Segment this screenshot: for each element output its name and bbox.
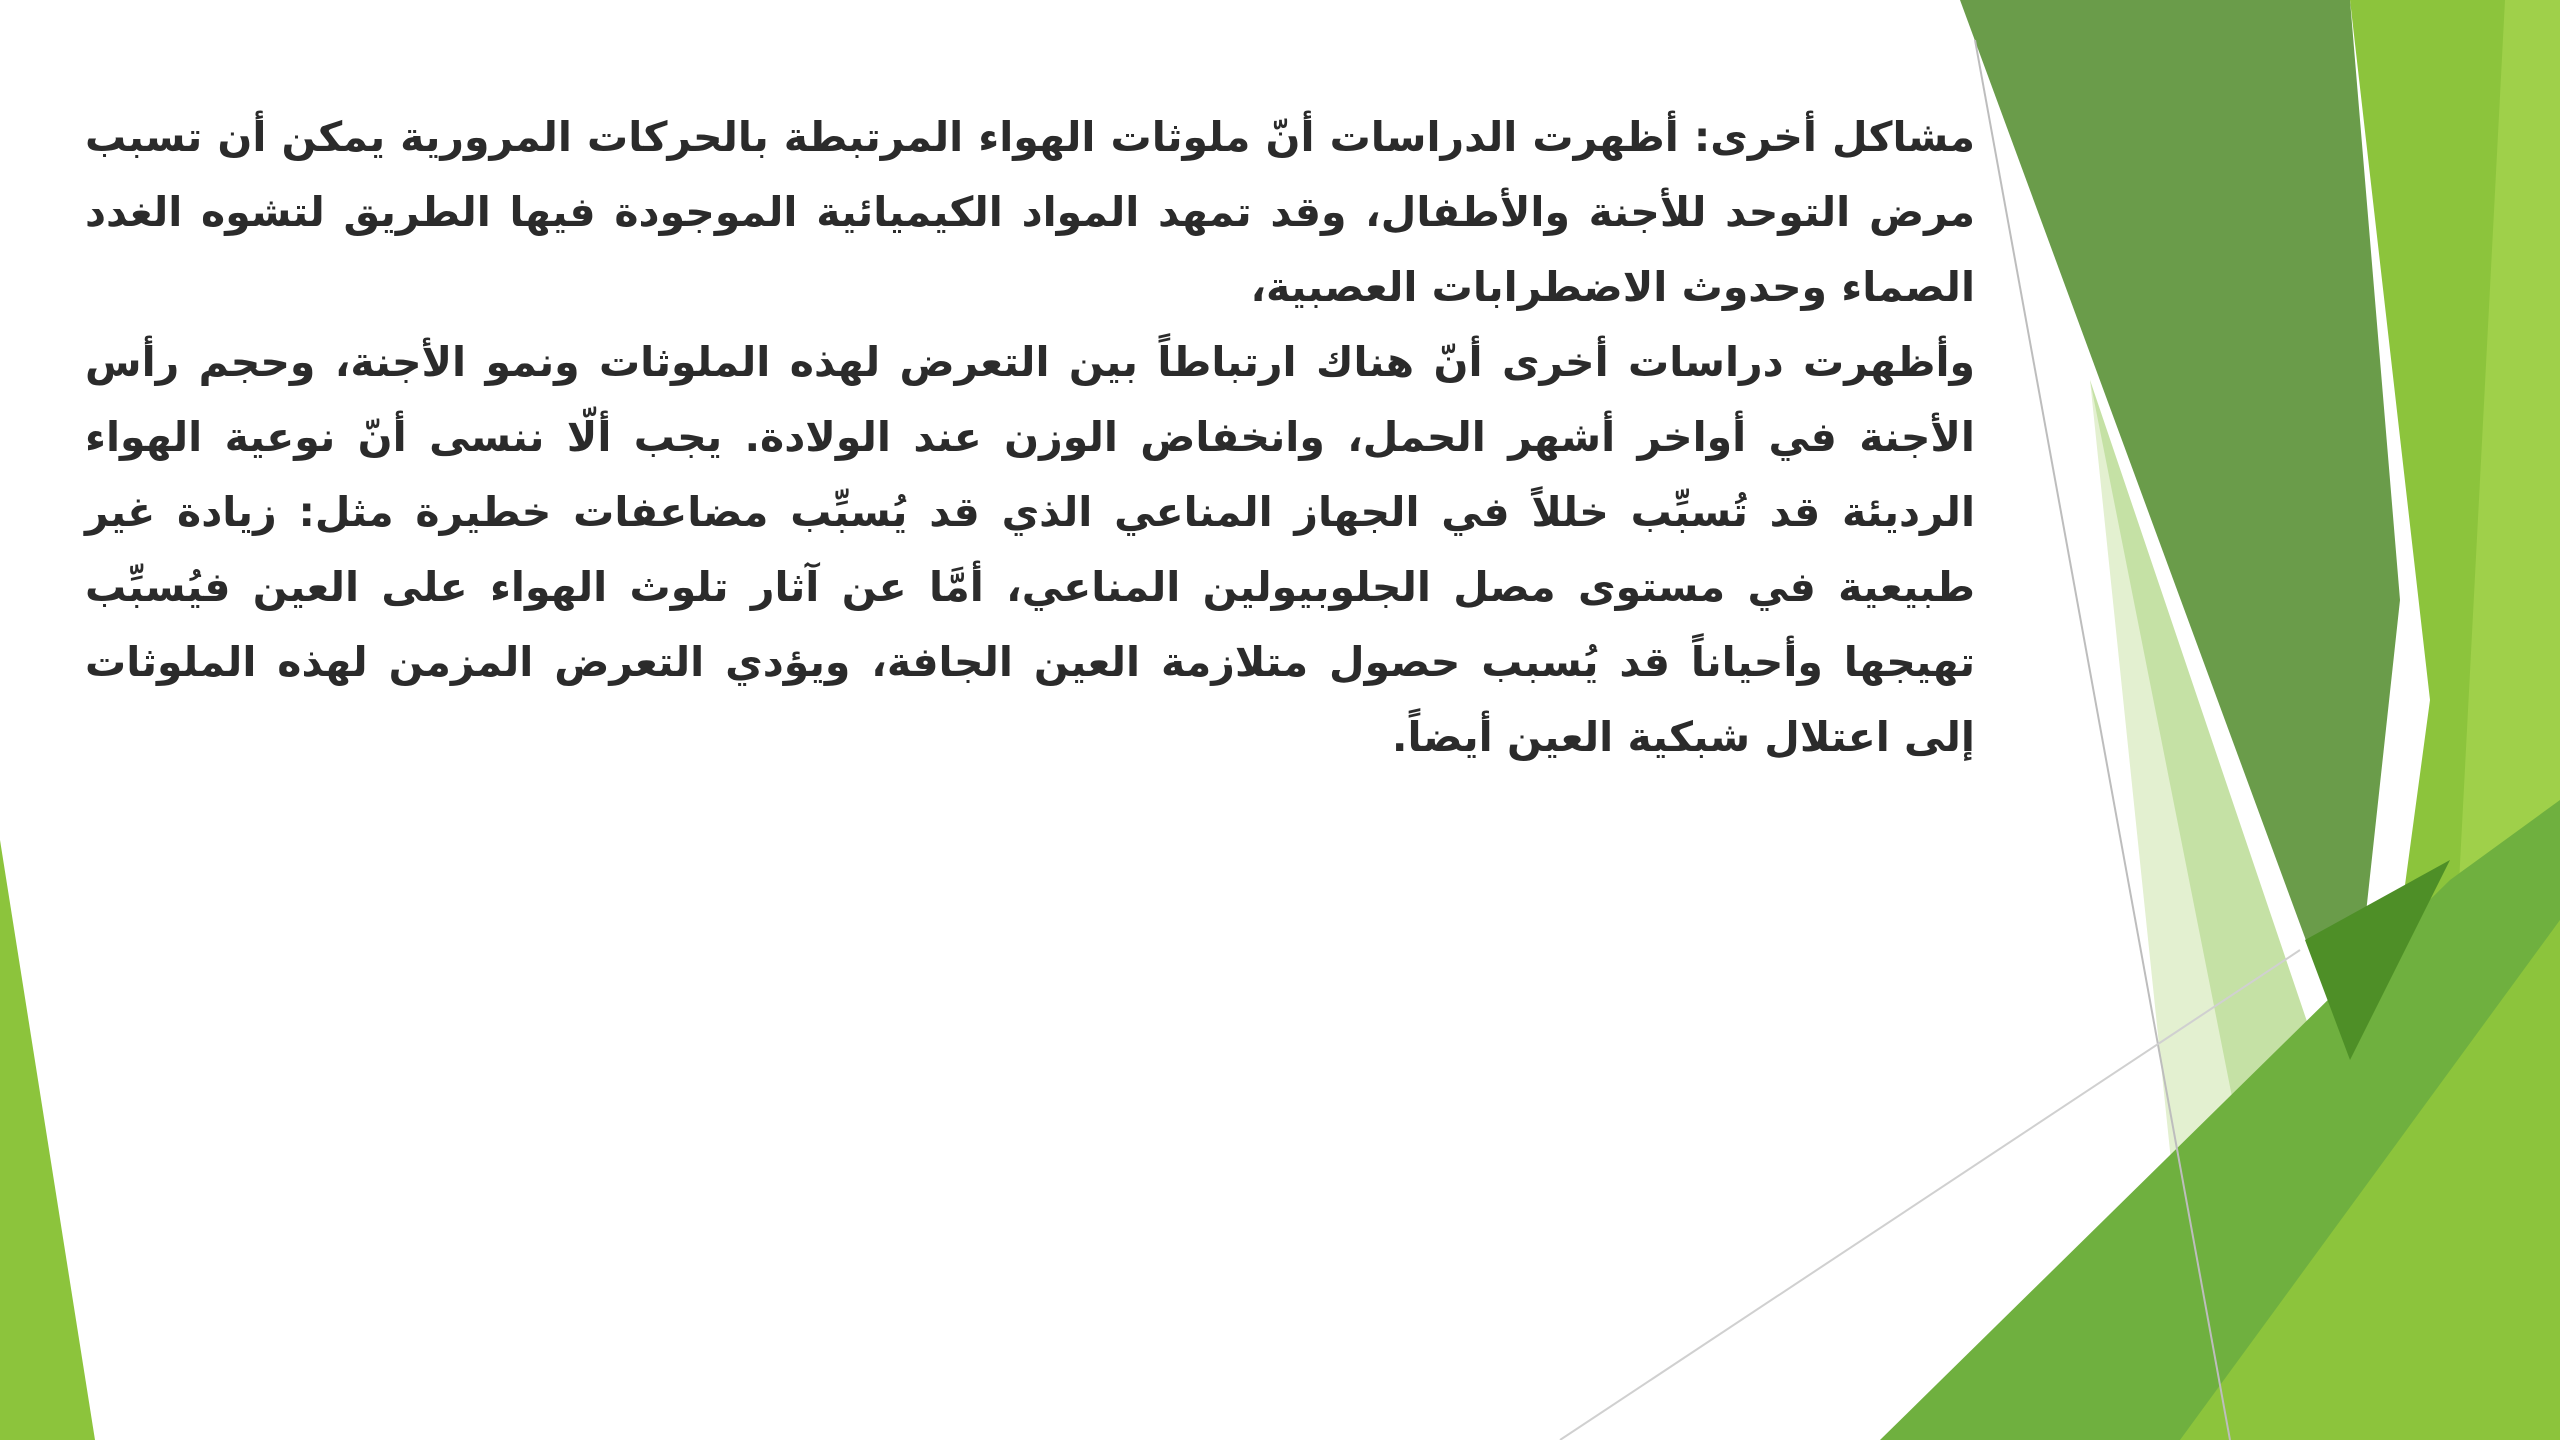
paragraph-other-problems: مشاكل أخرى: أظهرت الدراسات أنّ ملوثات الهواء المرتبطة بالحركات المرورية يمكن أن تسبب مرض التوحد للأجنة والأطفال، وقد تمهد المواد الكيميائية الموجودة فيها الطريق لتشوه الغدد الصماء وحدوث الاضطرابات العصبية، [85,113,1975,311]
body-text-box [85,100,1975,775]
left-green-sliver [0,840,95,1440]
paragraph-additional-studies: وأظهرت دراسات أخرى أنّ هناك ارتباطاً بين التعرض لهذه الملوثات ونمو الأجنة، وحجم رأس الأجنة في أواخر أشهر الحمل، وانخفاض الوزن عند الولادة. يجب ألّا ننسى أنّ نوعية الهواء الرديئة قد تُسبِّب خللاً في الجهاز المناعي الذي قد يُسبِّب مضاعفات خطيرة مثل: زيادة غير طبيعية في مستوى مصل الجلوبيولين المناعي، أمَّا عن آثار تلوث الهواء على العين فيُسبِّب تهيجها وأحياناً قد يُسبب حصول متلازمة العين الجافة، ويؤدي التعرض المزمن لهذه الملوثات إلى اعتلال شبكية العين أيضاً. [85,338,1975,761]
